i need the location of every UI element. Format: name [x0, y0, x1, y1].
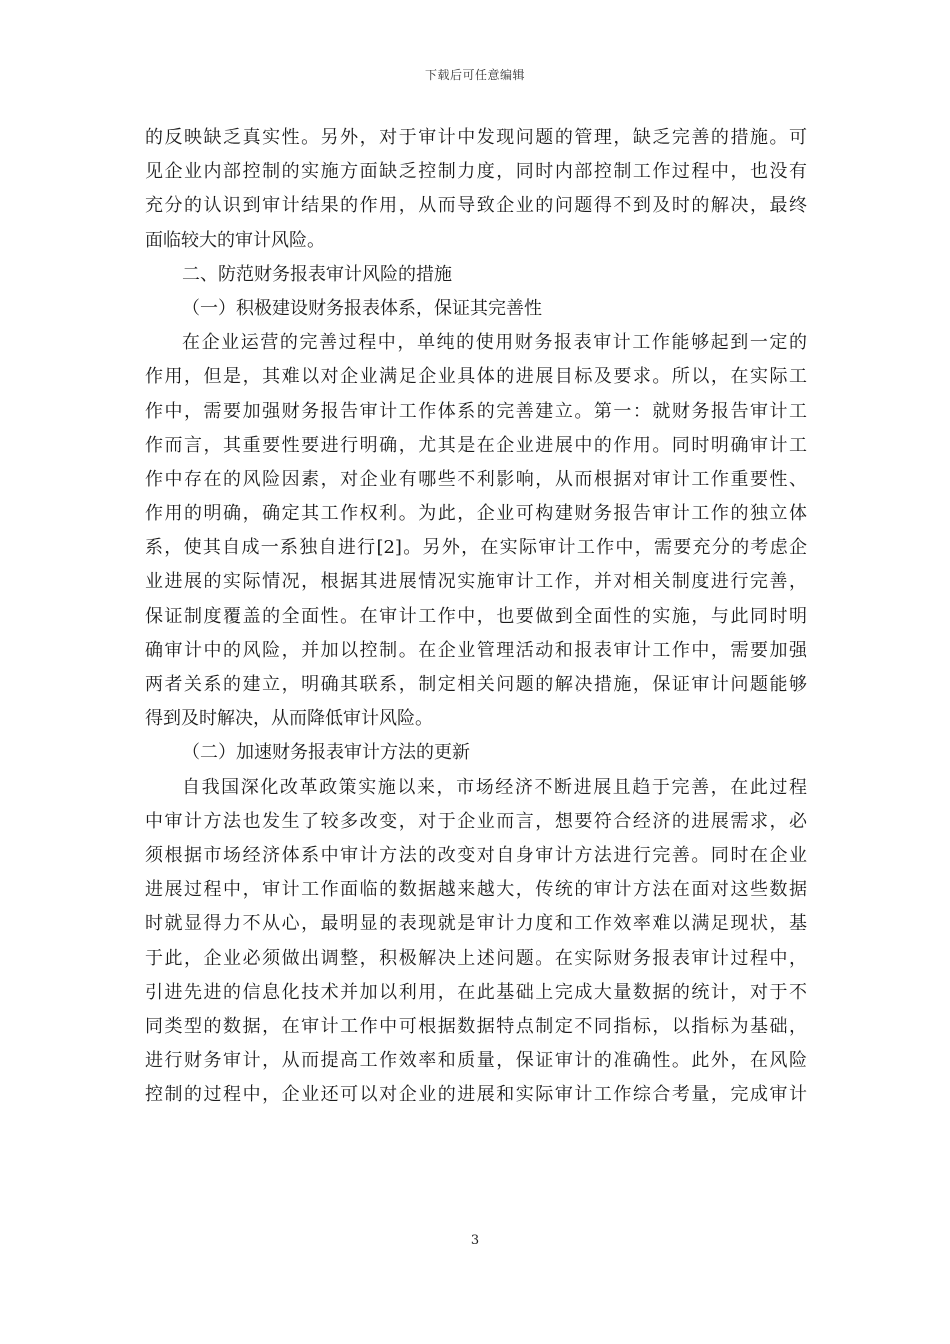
body-line: 系，使其自成一系独自进行[2]。另外，在实际审计工作中，需要充分的考虑企 [145, 537, 807, 559]
subsection-heading: （二）加速财务报表审计方法的更新 [182, 742, 470, 764]
body-line: 作用，但是，其难以对企业满足企业具体的进展目标及要求。所以，在实际工 [145, 366, 807, 388]
body-line: 充分的认识到审计结果的作用，从而导致企业的问题得不到及时的解决，最终 [145, 195, 807, 217]
body-line: 见企业内部控制的实施方面缺乏控制力度，同时内部控制工作过程中，也没有 [145, 161, 807, 183]
body-line: 须根据市场经济体系中审计方法的改变对自身审计方法进行完善。同时在企业 [145, 844, 807, 866]
document-body [145, 121, 807, 1112]
section-heading: 二、防范财务报表审计风险的措施 [182, 263, 452, 285]
body-line: 两者关系的建立，明确其联系，制定相关问题的解决措施，保证审计问题能够 [145, 674, 807, 695]
body-line: 控制的过程中，企业还可以对企业的进展和实际审计工作综合考量，完成审计 [145, 1084, 807, 1106]
page-header: 下载后可任意编辑 [424, 68, 525, 82]
body-line: 于此，企业必须做出调整，积极解决上述问题。在实际财务报表审计过程中， [145, 947, 807, 969]
body-line: 时就显得力不从心，最明显的表现就是审计力度和工作效率难以满足现状，基 [145, 913, 807, 935]
body-line: 自我国深化改革政策实施以来，市场经济不断进展且趋于完善，在此过程 [182, 776, 807, 798]
subsection-heading: （一）积极建设财务报表体系，保证其完善性 [182, 297, 542, 319]
body-line: 得到及时解决，从而降低审计风险。 [145, 708, 433, 730]
body-line: 业进展的实际情况，根据其进展情况实施审计工作，并对相关制度进行完善， [145, 571, 807, 593]
page-number: 3 [470, 1233, 480, 1248]
body-line: 中审计方法也发生了较多改变，对于企业而言，想要符合经济的进展需求，必 [145, 810, 807, 832]
body-line: 在企业运营的完善过程中，单纯的使用财务报表审计工作能够起到一定的 [182, 332, 807, 354]
body-line: 作中，需要加强财务报告审计工作体系的完善建立。第一：就财务报告审计工 [145, 400, 807, 422]
body-line: 作用的明确，确定其工作权利。为此，企业可构建财务报告审计工作的独立体 [145, 503, 807, 525]
body-line: 进行财务审计，从而提高工作效率和质量，保证审计的准确性。此外，在风险 [145, 1050, 807, 1072]
body-line: 保证制度覆盖的全面性。在审计工作中，也要做到全面性的实施，与此同时明 [145, 605, 807, 627]
body-line: 的反映缺乏真实性。另外，对于审计中发现问题的管理，缺乏完善的措施。可 [145, 127, 807, 148]
body-line: 作而言，其重要性要进行明确，尤其是在企业进展中的作用。同时明确审计工 [145, 434, 807, 456]
body-line: 确审计中的风险，并加以控制。在企业管理活动和报表审计工作中，需要加强 [145, 639, 807, 661]
body-line: 同类型的数据，在审计工作中可根据数据特点制定不同指标，以指标为基础， [145, 1015, 807, 1037]
body-line: 引进先进的信息化技术并加以利用，在此基础上完成大量数据的统计，对于不 [145, 981, 807, 1003]
body-line: 面临较大的审计风险。 [145, 229, 325, 251]
body-line: 作中存在的风险因素，对企业有哪些不利影响，从而根据对审计工作重要性、 [145, 468, 807, 490]
body-line: 进展过程中，审计工作面临的数据越来越大，传统的审计方法在面对这些数据 [145, 879, 807, 901]
